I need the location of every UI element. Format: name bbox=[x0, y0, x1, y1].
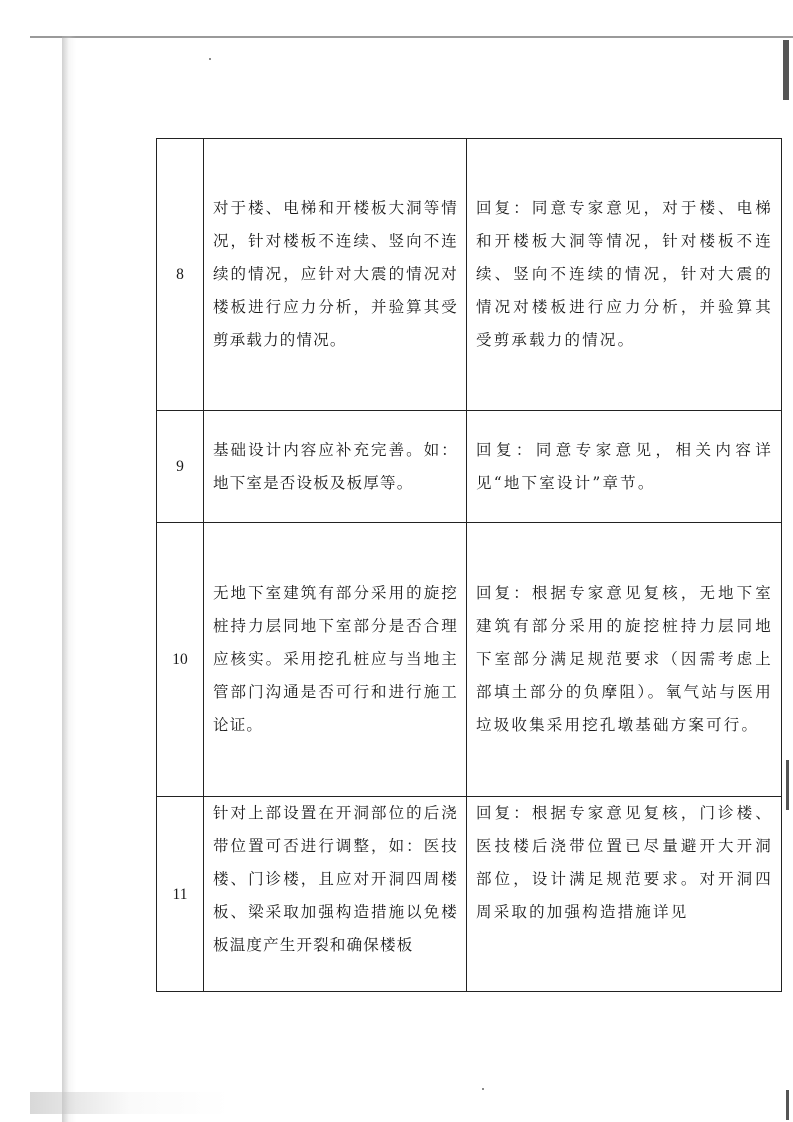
scan-right-mark bbox=[786, 760, 789, 810]
table-row bbox=[157, 523, 782, 797]
response-cell: 回复：根据专家意见复核，门诊楼、医技楼后浇带位置已尽量避开大开洞部位，设计满足规范要求。对开洞四周采取的加强构造措施详见 bbox=[467, 797, 782, 992]
response-cell: 回复：根据专家意见复核，无地下室建筑有部分采用的旋挖桩持力层同地下室部分满足规范要求（因需考虑上部填土部分的负摩阻）。氧气站与医用垃圾收集采用挖孔墩基础方案可行。 bbox=[467, 523, 782, 797]
scan-speck bbox=[209, 58, 211, 60]
review-response-table bbox=[156, 138, 782, 992]
expert-opinion-cell: 基础设计内容应补充完善。如：地下室是否设板及板厚等。 bbox=[204, 411, 467, 523]
expert-opinion-cell: 针对上部设置在开洞部位的后浇带位置可否进行调整，如：医技楼、门诊楼，且应对开洞四周楼板、梁采取加强构造措施以免楼板温度产生开裂和确保楼板 bbox=[204, 797, 467, 992]
response-cell: 回复：同意专家意见，相关内容详见“地下室设计”章节。 bbox=[467, 411, 782, 523]
scan-right-mark bbox=[783, 40, 789, 100]
scan-speck bbox=[482, 1088, 484, 1090]
scan-left-shadow bbox=[62, 36, 76, 1122]
row-number: 9 bbox=[157, 411, 204, 523]
expert-opinion-cell: 无地下室建筑有部分采用的旋挖桩持力层同地下室部分是否合理应核实。采用挖孔桩应与当地主管部门沟通是否可行和进行施工论证。 bbox=[204, 523, 467, 797]
row-number: 10 bbox=[157, 523, 204, 797]
row-number: 8 bbox=[157, 139, 204, 411]
table-row bbox=[157, 411, 782, 523]
response-cell: 回复：同意专家意见，对于楼、电梯和开楼板大洞等情况，针对楼板不连续、竖向不连续的情况，针对大震的情况对楼板进行应力分析，并验算其受剪承载力的情况。 bbox=[467, 139, 782, 411]
scan-right-mark bbox=[786, 1090, 789, 1120]
row-number: 11 bbox=[157, 797, 204, 992]
table-row bbox=[157, 797, 782, 992]
scan-top-edge bbox=[30, 36, 793, 38]
table-row bbox=[157, 139, 782, 411]
expert-opinion-cell: 对于楼、电梯和开楼板大洞等情况，针对楼板不连续、竖向不连续的情况，应针对大震的情况对楼板进行应力分析，并验算其受剪承载力的情况。 bbox=[204, 139, 467, 411]
scan-bottom-noise bbox=[30, 1092, 230, 1114]
